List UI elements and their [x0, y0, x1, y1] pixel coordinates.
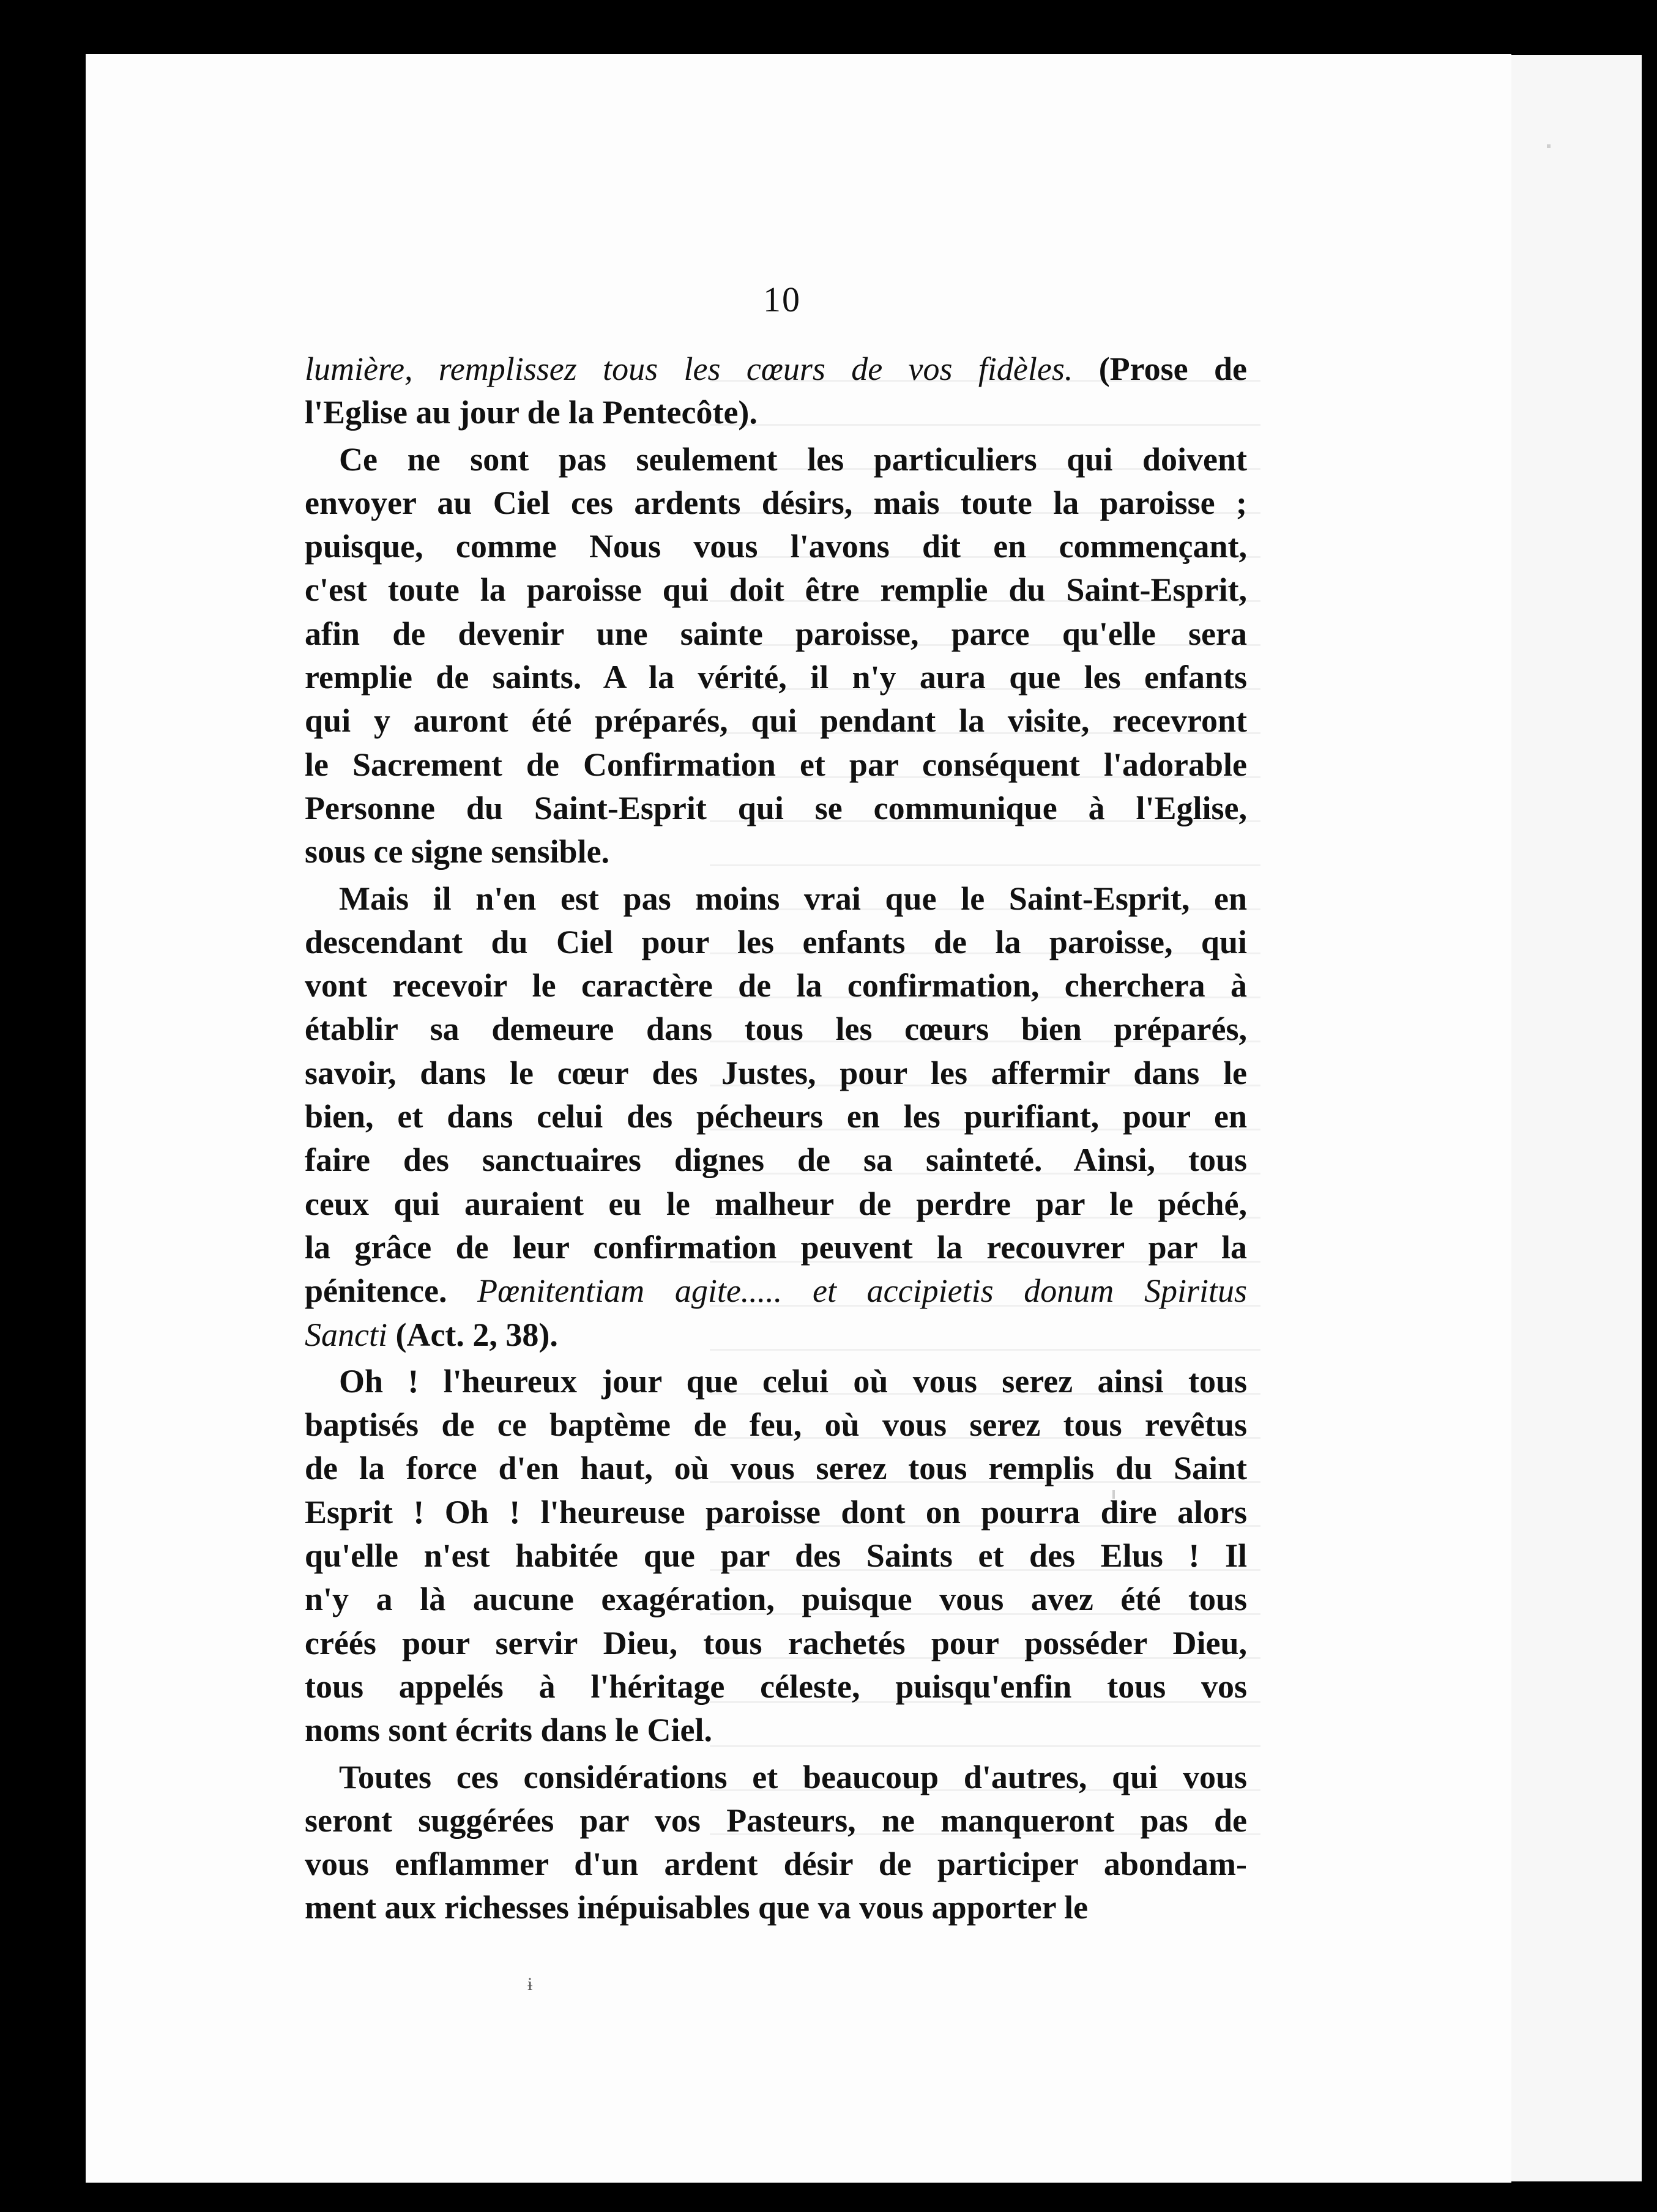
- text-run: n'y a là aucune exagération, puisque vous avez été tous: [305, 1581, 1247, 1618]
- text-line: [305, 1269, 1247, 1313]
- text-line: [305, 1534, 1247, 1578]
- text-run: Personne du Saint-Esprit qui se communique à l'Eglise,: [305, 789, 1247, 826]
- text-line: [305, 1313, 1247, 1357]
- text-line: [305, 1756, 1247, 1799]
- body-text: [305, 347, 1247, 1933]
- text-run: Ce ne sont pas seulement les particuliers qui doivent: [339, 440, 1247, 478]
- paragraph: [305, 347, 1247, 435]
- text-line: [305, 568, 1247, 612]
- text-run: qui y auront été préparés, qui pendant la visite, recevront: [305, 702, 1247, 740]
- italic-text: Pœnitentiam agite..... et accipietis donum Spiritus: [477, 1272, 1247, 1310]
- next-page-edge: [1506, 55, 1642, 2181]
- text-run: pénitence.: [305, 1272, 478, 1310]
- text-line: [305, 347, 1247, 391]
- text-run: descendant du Ciel pour les enfants de la paroisse, qui: [305, 923, 1247, 960]
- text-run: c'est toute la paroisse qui doit être remplie du Saint-Esprit,: [305, 571, 1247, 609]
- text-line: [305, 1447, 1247, 1490]
- text-line: [305, 1709, 1247, 1752]
- text-run: seront suggérées par vos Pasteurs, ne manqueront pas de: [305, 1802, 1247, 1839]
- text-line: [305, 1182, 1247, 1226]
- text-run: qu'elle n'est habitée que par des Saints et des Elus ! Il: [305, 1537, 1247, 1575]
- text-run: vous enflammer d'un ardent désir de participer abondam-: [305, 1846, 1247, 1883]
- text-run: l'Eglise au jour de la Pentecôte).: [305, 394, 758, 431]
- text-run: de la force d'en haut, où vous serez tous remplis du Saint: [305, 1450, 1247, 1487]
- text-run: baptisés de ce baptème de feu, où vous serez tous revêtus: [305, 1406, 1247, 1444]
- text-line: [305, 877, 1247, 921]
- text-line: [305, 699, 1247, 743]
- text-run: la grâce de leur confirmation peuvent la recouvrer par la: [305, 1228, 1247, 1266]
- text-line: [305, 1491, 1247, 1534]
- speck: [1547, 144, 1551, 148]
- text-line: [305, 391, 1247, 434]
- text-line: [305, 656, 1247, 699]
- page-number: 10: [763, 280, 801, 319]
- text-run: Oh ! l'heureux jour que celui où vous serez ainsi tous: [339, 1362, 1247, 1400]
- text-line: [305, 438, 1247, 481]
- italic-text: lumière, remplissez tous les cœurs de vos fidèles.: [305, 351, 1073, 387]
- text-line: [305, 921, 1247, 964]
- text-line: [305, 787, 1247, 830]
- text-line: [305, 1360, 1247, 1403]
- text-line: [305, 1403, 1247, 1447]
- text-run: savoir, dans le cœur des Justes, pour les affermir dans le: [305, 1054, 1247, 1091]
- text-line: [305, 1622, 1247, 1665]
- text-run: tous appelés à l'héritage céleste, puisqu'enfin tous vos: [305, 1668, 1247, 1705]
- text-line: [305, 525, 1247, 568]
- text-line: [305, 830, 1247, 874]
- text-line: [305, 612, 1247, 656]
- text-run: afin de devenir une sainte paroisse, parce qu'elle sera: [305, 615, 1247, 652]
- text-line: [305, 1008, 1247, 1051]
- text-run: ment aux richesses inépuisables que va vous apporter le: [305, 1889, 1089, 1926]
- paragraph: [305, 877, 1247, 1357]
- text-run: puisque, comme Nous vous l'avons dit en commençant,: [305, 528, 1247, 565]
- text-run: (Act. 2, 38).: [387, 1316, 558, 1353]
- text-run: envoyer au Ciel ces ardents désirs, mais toute la paroisse ;: [305, 484, 1247, 521]
- text-line: [305, 1799, 1247, 1843]
- text-run: bien, et dans celui des pécheurs en les purifiant, pour en: [305, 1098, 1247, 1135]
- text-run: établir sa demeure dans tous les cœurs bien préparés,: [305, 1011, 1247, 1048]
- text-line: [305, 743, 1247, 787]
- text-run: ceux qui auraient eu le malheur de perdre par le péché,: [305, 1185, 1247, 1222]
- paragraph: [305, 438, 1247, 874]
- paragraph: [305, 1360, 1247, 1753]
- italic-text: Sancti: [305, 1316, 387, 1353]
- text-line: [305, 1843, 1247, 1886]
- text-run: sous ce signe sensible.: [305, 833, 610, 870]
- text-run: le Sacrement de Confirmation et par conséquent l'adorable: [305, 746, 1247, 783]
- text-line: [305, 964, 1247, 1008]
- text-line: [305, 1226, 1247, 1269]
- text-run: créés pour servir Dieu, tous rachetés pour posséder Dieu,: [305, 1624, 1247, 1661]
- text-run: noms sont écrits dans le Ciel.: [305, 1712, 712, 1749]
- text-run: vont recevoir le caractère de la confirmation, cherchera à: [305, 967, 1247, 1004]
- text-run: Mais il n'en est pas moins vrai que le Saint-Esprit, en: [339, 880, 1247, 917]
- text-line: [305, 1886, 1247, 1929]
- text-line: [305, 1138, 1247, 1182]
- text-line: [305, 1095, 1247, 1138]
- text-line: [305, 481, 1247, 525]
- text-run: faire des sanctuaires dignes de sa sainteté. Ainsi, tous: [305, 1141, 1247, 1179]
- text-line: [305, 1052, 1247, 1095]
- footer-mark: ɨ: [527, 1974, 533, 1994]
- text-run: Toutes ces considérations et beaucoup d'autres, qui vous: [339, 1758, 1247, 1795]
- text-run: (Prose de: [1073, 351, 1247, 387]
- paragraph: [305, 1756, 1247, 1930]
- text-line: [305, 1665, 1247, 1709]
- text-run: Esprit ! Oh ! l'heureuse paroisse dont on pourra dire alors: [305, 1493, 1247, 1531]
- text-line: [305, 1578, 1247, 1621]
- text-run: remplie de saints. A la vérité, il n'y aura que les enfants: [305, 659, 1247, 696]
